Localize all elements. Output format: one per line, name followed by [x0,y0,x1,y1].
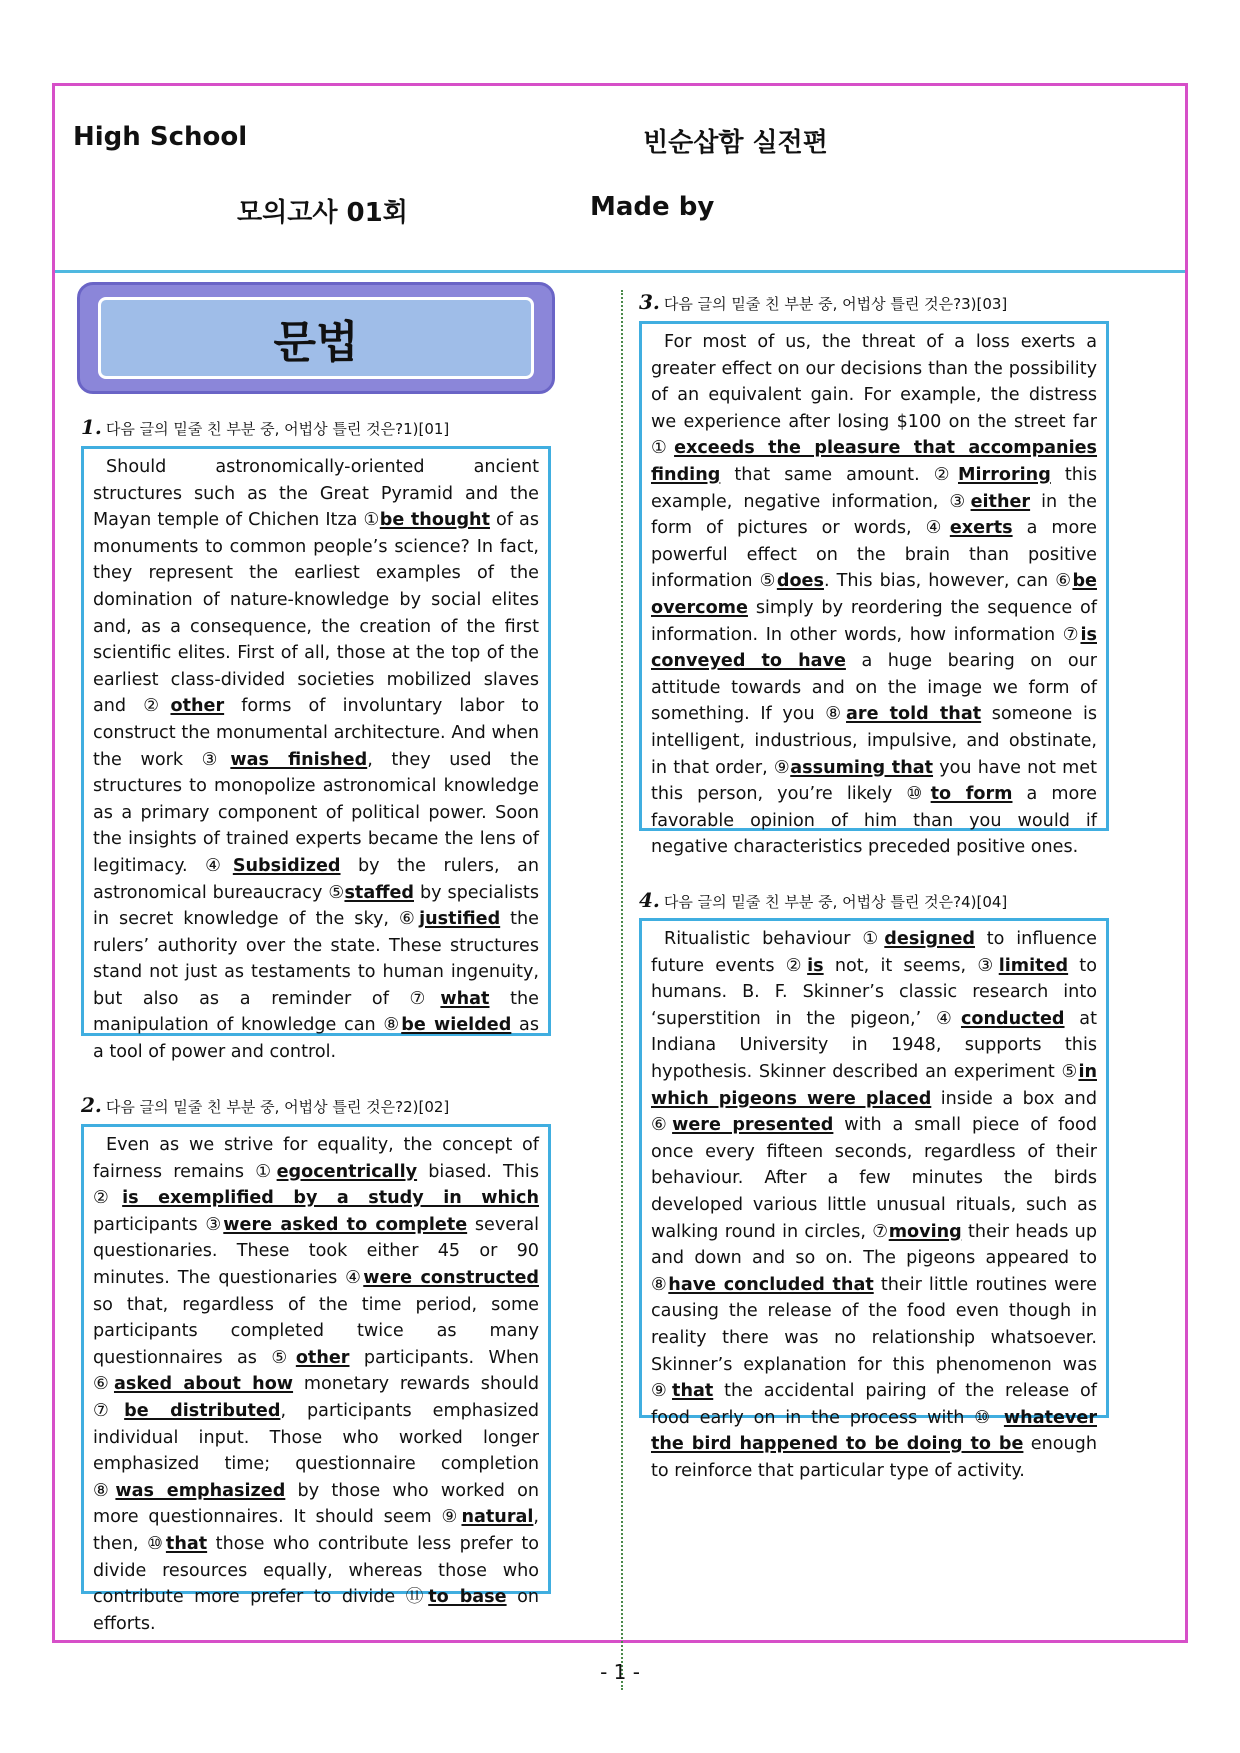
passage-text: so that, regardless of the time period, some participants completed twice as many questionnaires as ⑤ [93,1294,539,1368]
passage-text: at Indiana University in 1948, supports this hypothesis. Skinner described an experiment ⑤ [651,1008,1097,1082]
page-frame [52,83,1188,1643]
passage-text: their heads up and down and so on. The pigeons appeared to ⑧ [651,1221,1097,1295]
underlined-option: is exemplified by a study in which [122,1188,540,1209]
underlined-option: natural [461,1507,534,1528]
passage-text: Ritualistic behaviour ① [664,929,885,949]
passage-text: monetary rewards should ⑦ [93,1374,539,1421]
question-4-number: 4. [639,888,660,912]
header-school-level: High School [73,122,248,152]
page-number: - 1 - [600,1660,640,1684]
passage-text: enough to reinforce that particular type of activity. [651,1434,1097,1481]
passage-text: by specialists in secret knowledge of the sky, ⑥ [93,882,539,930]
underlined-option: designed [884,929,975,949]
underlined-option: was emphasized [115,1480,286,1501]
underlined-option: what [440,988,490,1009]
passage-text: participants. When ⑥ [93,1347,539,1395]
question-3-header [639,290,1007,314]
passage-text: of as monuments to common people’s science? In fact, they represent the earliest examples of the domination of nature-knowledge by social elites and, as a consequence, the creation of the first scientific elites. First of all, those at the top of the earliest class-divided societies mobilized slaves and ② [93,510,540,717]
underlined-option: have concluded that [668,1274,874,1295]
passage-text: on efforts. [93,1587,539,1634]
question-4-passage [639,918,1109,1481]
question-2-header [81,1093,449,1117]
question-4-text [651,926,1097,1484]
question-3-text [651,329,1097,861]
passage-text: the accidental pairing of the release of food early on in the process with ⑩ [651,1381,1097,1428]
underlined-option: be wielded [401,1015,512,1036]
passage-text: to influence future events ② [651,929,1097,976]
question-2-prompt: 다음 글의 밑줄 친 부분 중, 어법상 틀린 것은?2)[02] [105,1098,450,1116]
passage-text: those who contribute less prefer to divide resources equally, whereas those who contribute more prefer to divide ⑪ [93,1533,539,1608]
question-4-header [639,888,1007,912]
question-4-prompt: 다음 글의 밑줄 친 부분 중, 어법상 틀린 것은?4)[04] [663,893,1008,911]
passage-text: this example, negative information, ③ [651,464,1097,512]
passage-text: not, it seems, ③ [823,955,999,976]
question-1-header [81,415,449,439]
header-exam-title: 모의고사 01회 [237,198,408,228]
question-1-text [93,454,539,1066]
passage-text: you have not met this person, you’re likely ⑩ [651,757,1097,805]
underlined-option: Mirroring [958,464,1051,485]
underlined-option: assuming that [790,757,934,778]
question-2-text [93,1132,539,1637]
passage-text: with a small piece of food once every fifteen seconds, regardless of their behaviour. After a few minutes the birds developed various little unusual rituals, such as walking round in circles, ⑦ [651,1115,1097,1242]
question-3-passage [639,321,1109,858]
passage-text: , they used the structures to monopolize astronomical knowledge as a primary component of political power. Soon the insights of trained experts became the lens of legitimacy. ④ [93,749,539,876]
header-divider [55,270,1185,273]
question-1-passage [81,446,551,1063]
underlined-option: Subsidized [232,855,341,876]
column-divider [621,290,623,1690]
underlined-option: either [970,491,1031,512]
passage-text: biased. This ② [93,1161,539,1209]
passage-text: the rulers’ authority over the state. These structures stand not just as testaments to human ingenuity, but also as a reminder of ⑦ [93,909,540,1009]
passage-text: several questionaries. These took either 45 or 90 minutes. The questionaries ④ [93,1214,539,1288]
question-2-passage [81,1124,551,1634]
underlined-option: be distributed [124,1400,281,1421]
section-badge-label: 문법 [98,297,534,379]
passage-text: the manipulation of knowledge can ⑧ [93,988,540,1036]
passage-text: inside a box and ⑥ [651,1088,1097,1136]
passage-text: Even as we strive for equality, the concept of fairness remains ① [93,1135,539,1182]
question-1-prompt: 다음 글의 밑줄 친 부분 중, 어법상 틀린 것은?1)[01] [105,420,450,438]
passage-text: , participants emphasized individual input. Those who worked longer emphasized time; questionnaire completion ⑧ [93,1400,539,1501]
underlined-option: be thought [379,510,490,531]
underlined-option: was finished [230,749,368,770]
passage-text: as a tool of power and control. [93,1015,539,1063]
underlined-option: is conveyed to have [651,624,1097,672]
underlined-option: justified [419,909,501,930]
passage-text: forms of involuntary labor to construct the monumental architecture. And when the work ③ [93,696,539,770]
passage-text: Should astronomically-oriented ancient structures such as the Great Pyramid and the Mayan temple of Chichen Itza ① [93,457,539,531]
header-author: Made by [590,192,715,222]
passage-text: to humans. B. F. Skinner’s classic research into ‘superstition in the pigeon,’ ④ [651,955,1097,1029]
underlined-option: moving [888,1221,962,1242]
passage-text: someone is intelligent, industrious, impulsive, and obstinate, in that order, ⑨ [651,704,1098,778]
passage-text: a more powerful effect on the brain than positive information ⑤ [651,518,1097,592]
underlined-option: in which pigeons were placed [651,1061,1097,1109]
underlined-option: is [807,955,824,976]
underlined-option: were presented [672,1115,834,1136]
underlined-option: staffed [344,882,414,903]
passage-text: by the rulers, an astronomical bureaucracy ⑤ [93,855,539,903]
passage-text: in the form of pictures or words, ④ [651,491,1097,539]
question-1-number: 1. [81,415,102,439]
underlined-option: be overcome [651,571,1097,618]
underlined-option: whatever the bird happened to be doing to be [651,1407,1097,1455]
passage-text: participants ③ [93,1214,224,1235]
passage-text: their little routines were causing the release of the food even though in reality there was no relationship whatsoever. Skinner’s explanation for this phenomenon was ⑨ [651,1274,1097,1402]
question-3-prompt: 다음 글의 밑줄 친 부분 중, 어법상 틀린 것은?3)[03] [663,295,1008,313]
underlined-option: to base [428,1587,507,1608]
question-2-number: 2. [81,1093,102,1117]
underlined-option: were asked to complete [223,1214,468,1235]
underlined-option: were constructed [363,1267,539,1288]
underlined-option: other [170,696,225,717]
underlined-option: to form [930,784,1013,805]
passage-text: , then, ⑩ [93,1507,539,1554]
question-3-number: 3. [639,290,660,314]
underlined-option: limited [998,955,1069,976]
underlined-option: that [672,1381,714,1402]
underlined-option: does [776,571,824,592]
header-series-title: 빈순삽함 실전편 [643,128,828,158]
section-badge [77,282,555,394]
passage-text: For most of us, the threat of a loss exerts a greater effect on our decisions than the possibility of an equivalent gain. For example, the distress we experience after losing $100 on the street far ① [651,332,1097,459]
passage-text: a more favorable opinion of him than you would if negative characteristics preceded positive ones. [651,784,1097,858]
underlined-option: other [295,1347,350,1368]
underlined-option: conducted [960,1008,1065,1029]
underlined-option: asked about how [113,1374,294,1395]
passage-text: that same amount. ② [720,464,958,485]
underlined-option: are told that [846,704,982,725]
underlined-option: exceeds the pleasure that accompanies finding [651,438,1098,485]
underlined-option: that [165,1533,208,1554]
passage-text: . This bias, however, can ⑥ [823,571,1073,592]
passage-text: by those who worked on more questionnaires. It should seem ⑨ [93,1480,539,1528]
underlined-option: exerts [949,518,1013,539]
underlined-option: egocentrically [276,1161,418,1182]
passage-text: a huge bearing on our attitude towards and on the image we form of something. If you ⑧ [651,651,1097,725]
passage-text: simply by reordering the sequence of information. In other words, how information ⑦ [651,597,1097,645]
